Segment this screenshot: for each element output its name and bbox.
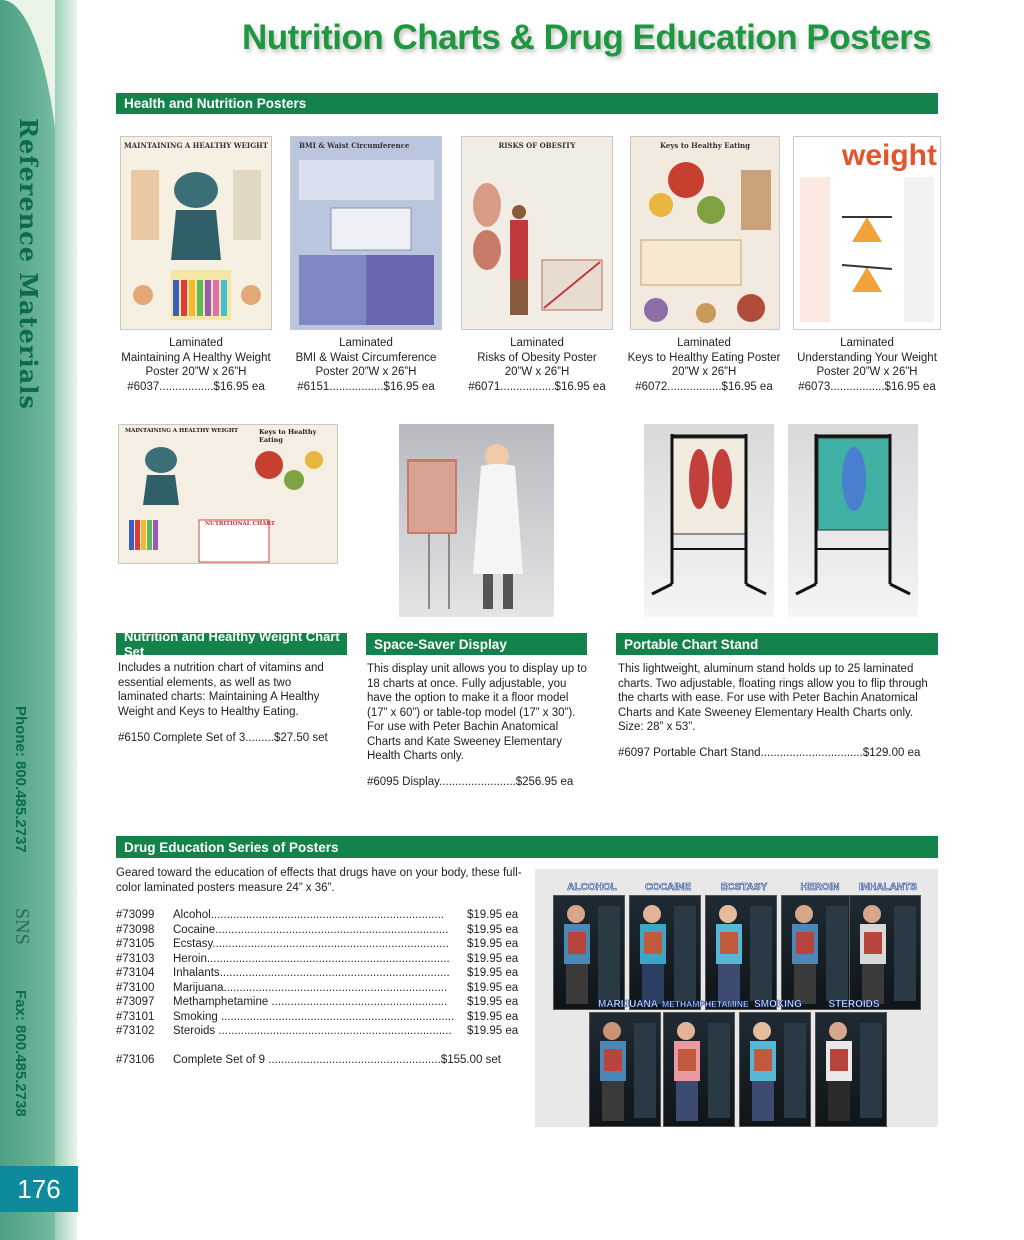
- caption-line: Poster 20”W x 26”H: [315, 366, 417, 378]
- chart-set-image: [118, 424, 338, 564]
- sku: #73101: [116, 1010, 155, 1023]
- display-illustration: [399, 424, 554, 617]
- figure-illustration: [630, 896, 700, 1009]
- caption-line: Laminated: [510, 337, 564, 349]
- figure-illustration: [664, 1013, 734, 1126]
- food-illustration: [631, 150, 780, 330]
- sku: #73106: [116, 1054, 155, 1066]
- price: $19.95 ea: [467, 909, 519, 921]
- poster-caption-6151: [280, 336, 452, 394]
- price: $19.95 ea: [467, 967, 519, 979]
- drug-poster-label: METHAMPHETAMINE: [662, 999, 749, 1009]
- price: $19.95 ea: [467, 938, 519, 950]
- item-name: Complete Set of 9 ......................................................$155.00 set: [173, 1054, 501, 1066]
- drug-poster: [662, 999, 749, 1127]
- figure-illustration: [706, 896, 776, 1009]
- drug-poster-label: MARIJUANA: [598, 999, 658, 1010]
- page-number: 176: [0, 1166, 78, 1212]
- drug-section-header: Drug Education Series of Posters: [116, 836, 938, 858]
- poster-caption-6071: [451, 336, 623, 394]
- item-name: Heroin............................................................................: [173, 952, 450, 965]
- price: $19.95 ea: [467, 981, 519, 994]
- caption-line: Maintaining A Healthy Weight: [121, 351, 271, 364]
- phone-number: Phone: 800.485.2737: [12, 706, 29, 853]
- poster-image-keys: [630, 136, 780, 330]
- figure-illustration: [850, 896, 920, 1009]
- figure-illustration: [816, 1013, 886, 1126]
- list-item: [116, 966, 518, 981]
- obesity-illustration: [462, 150, 612, 330]
- poster-image-healthy-weight: [120, 136, 272, 330]
- sku: #73097: [116, 996, 155, 1008]
- drug-poster-label: HEROIN: [800, 882, 840, 893]
- bmi-table-illustration: [291, 150, 441, 330]
- poster-image-title: BMI & Waist Circumference: [299, 141, 410, 150]
- drug-poster-label: ALCOHOL: [567, 882, 617, 893]
- caption-line: Laminated: [169, 337, 223, 349]
- sku: #73099: [116, 909, 155, 921]
- drug-poster: [781, 882, 853, 1010]
- drug-poster-label: COCAINE: [644, 882, 692, 893]
- caption-line: 20”W x 26”H: [671, 366, 737, 378]
- drug-poster-label: SMOKING: [754, 999, 802, 1010]
- stand-illustration: [788, 424, 918, 617]
- drug-poster: [739, 999, 811, 1127]
- chart-stand-photo-2: [788, 424, 918, 617]
- figure-illustration: [782, 896, 852, 1009]
- order-line: #6071.................$16.95 ea: [468, 380, 606, 393]
- drug-poster-label: ECSTASY: [720, 882, 768, 893]
- drug-poster: [849, 882, 921, 1010]
- order-line: #6151.................$16.95 ea: [297, 380, 435, 393]
- health-section-header: Health and Nutrition Posters: [116, 93, 938, 114]
- drug-poster: [553, 882, 625, 1010]
- poster-image-obesity: [461, 136, 613, 330]
- price: $19.95 ea: [467, 923, 519, 936]
- price: $19.95 ea: [467, 996, 519, 1008]
- list-item: [116, 908, 518, 923]
- poster-image-title: Keys to Healthy Eating: [659, 141, 750, 150]
- product-description: This lightweight, aluminum stand holds up to 25 laminated charts. Two adjustable, floating rings allow you to flip through the charts with ease. For use with Peter Bachin Anatomical Charts and Kate Sweeney Elementary Health Charts only. Size: 28” x 53”.: [618, 663, 928, 733]
- caption-line: Keys to Healthy Eating Poster: [627, 351, 781, 364]
- section-label: Reference Materials: [14, 118, 43, 410]
- item-name: Marijuana......................................................................: [173, 981, 448, 994]
- order-line: #6073.................$16.95 ea: [798, 380, 936, 393]
- sku: #73102: [116, 1025, 155, 1037]
- list-item: [116, 1010, 518, 1025]
- price: $19.95 ea: [467, 952, 519, 965]
- page-title: Nutrition Charts & Drug Education Posters: [242, 18, 932, 57]
- list-item: [116, 923, 518, 938]
- list-item: [116, 995, 518, 1010]
- item-name: Inhalants........................................................................: [173, 967, 450, 979]
- sku: #73104: [116, 967, 155, 979]
- item-name: Ecstasy..........................................................................: [173, 938, 449, 950]
- chart-set-label: NUTRITIONAL CHART: [205, 521, 276, 527]
- poster-image-title: weight: [842, 139, 937, 172]
- order-line: #6095 Display........................$256.95 ea: [367, 776, 574, 788]
- poster-caption-6037: [110, 336, 282, 394]
- drug-poster-label: STEROIDS: [828, 999, 880, 1010]
- poster-image-bmi: [290, 136, 442, 330]
- caption-line: BMI & Waist Circumference: [295, 351, 437, 364]
- poster-caption-6073: [782, 336, 952, 394]
- poster-image-title: MAINTAINING A HEALTHY WEIGHT: [124, 141, 268, 150]
- drug-posters-image: [535, 869, 938, 1127]
- caption-line: Poster 20”W x 26”H: [816, 366, 918, 378]
- drug-poster: [705, 882, 777, 1010]
- drug-poster: [815, 999, 887, 1127]
- order-line: #6150 Complete Set of 3.........$27.50 set: [118, 732, 328, 744]
- figure-illustration: [554, 896, 624, 1009]
- sku: #73098: [116, 923, 155, 936]
- poster-caption-6072: [618, 336, 790, 394]
- sku: #73103: [116, 952, 155, 965]
- sku: #73100: [116, 981, 155, 994]
- product-header-chart-set: Nutrition and Healthy Weight Chart Set: [116, 633, 347, 655]
- caption-line: Understanding Your Weight: [797, 351, 937, 364]
- price: $19.95 ea: [467, 1010, 519, 1023]
- list-item: [116, 952, 518, 967]
- list-item: [116, 1024, 518, 1039]
- chart-set-illustration: [119, 425, 337, 563]
- drug-price-list: [116, 908, 518, 1068]
- drug-poster-label: INHALANTS: [859, 882, 917, 893]
- product-header-display: Space-Saver Display: [366, 633, 587, 655]
- figure-illustration: [740, 1013, 810, 1126]
- caption-line: Poster 20”W x 26”H: [145, 366, 247, 378]
- space-saver-photo: [399, 424, 554, 617]
- product-description: Includes a nutrition chart of vitamins and essential elements, as well as two laminated charts: Maintaining A Healthy Weight and Keys to Healthy Eating.: [118, 662, 324, 718]
- price: $19.95 ea: [467, 1025, 519, 1037]
- order-line: #6037.................$16.95 ea: [127, 380, 265, 393]
- item-name: Methamphetamine .......................................................: [173, 996, 448, 1008]
- chart-stand-photo-1: [644, 424, 774, 617]
- item-name: Alcohol.........................................................................: [173, 909, 444, 921]
- chart-set-label: MAINTAINING A HEALTHY WEIGHT: [125, 428, 239, 434]
- list-item: [116, 981, 518, 996]
- caption-line: Laminated: [339, 337, 393, 349]
- item-name: Smoking .........................................................................: [173, 1010, 455, 1023]
- caption-line: Risks of Obesity Poster: [477, 351, 597, 364]
- weight-illustration: [794, 137, 940, 327]
- fax-number: Fax: 800.485.2738: [12, 990, 29, 1117]
- poster-image-title: RISKS OF OBESITY: [498, 141, 576, 150]
- order-line: #6097 Portable Chart Stand................................$129.00 ea: [618, 747, 921, 759]
- drug-section-intro: Geared toward the education of effects that drugs have on your body, these full-color laminated posters measure 24” x 36”.: [116, 867, 522, 894]
- drug-poster: [629, 882, 701, 1010]
- caption-line: Laminated: [677, 337, 731, 349]
- list-item: [116, 1053, 518, 1068]
- item-name: Steroids .........................................................................: [173, 1025, 452, 1037]
- brand-logo: SNS: [11, 908, 33, 945]
- stand-illustration: [644, 424, 774, 617]
- product-header-stand: Portable Chart Stand: [616, 633, 938, 655]
- figure-illustration: [590, 1013, 660, 1126]
- item-name: Cocaine.........................................................................: [173, 923, 449, 936]
- list-item: [116, 937, 518, 952]
- sku: #73105: [116, 938, 155, 950]
- order-line: #6072.................$16.95 ea: [635, 380, 773, 393]
- sidebar-curve: [55, 0, 77, 1240]
- drug-poster: [589, 999, 661, 1127]
- product-description: This display unit allows you to display up to 18 charts at once. Fully adjustable, you have the option to make it a floor model (17” x 60”) or table-top model (17” x 30”). For use with Peter Bachin Anatomical Charts and Kate Sweeney Elementary Health Charts only.: [367, 663, 587, 762]
- poster-image-understanding: [793, 136, 941, 330]
- chart-set-label: Keys to Healthy Eating: [259, 428, 317, 444]
- scale-illustration: [121, 150, 271, 330]
- caption-line: Laminated: [840, 337, 894, 349]
- caption-line: 20”W x 26”H: [504, 366, 570, 378]
